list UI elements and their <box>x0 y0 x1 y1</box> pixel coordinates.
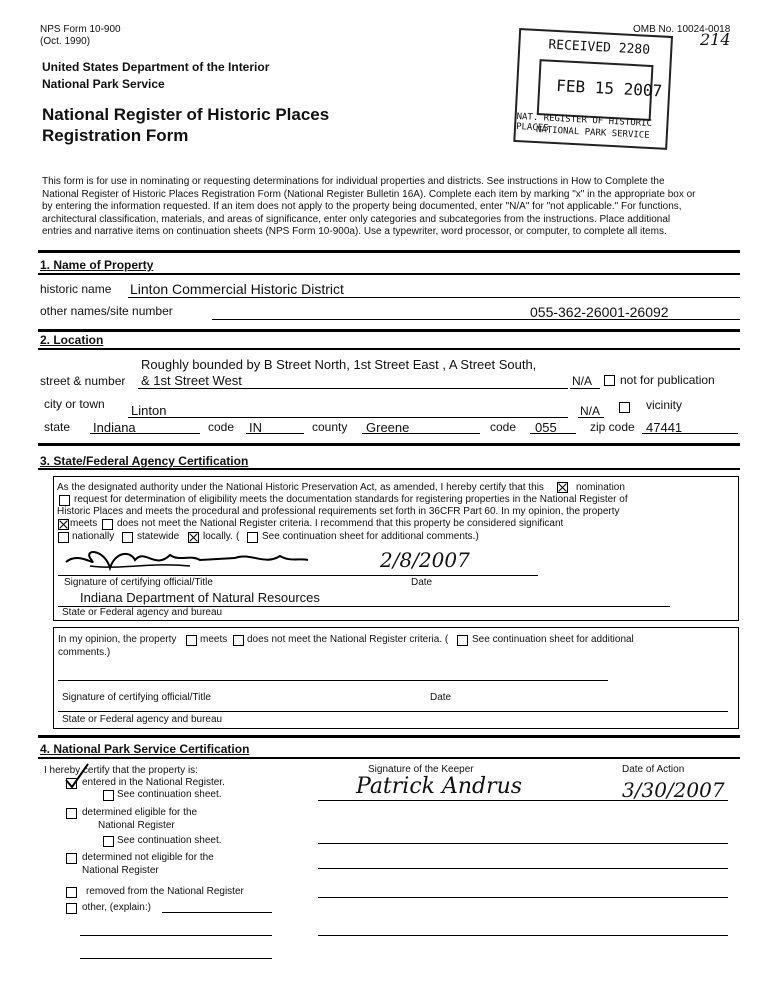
stamp-received: RECEIVED 2280 <box>548 37 651 58</box>
instructions: This form is for use in nominating or requesting determinations for individual properties and districts. See instructions in How to Complete the National Register of Historic Places Registration Form (National Register Bulletin 16A). Complete each item by marking "x" in the appropriate box or by entering the information requested. If an item does not apply to the property being documented, enter "N/A" for "not applicable." For functions, architectural classification, materials, and areas of significance, enter only categories and subcategories from the instructions. Place additional entries and narrative items on continuation sheets (NPS Form 10-900a). Use a typewriter, word processor, or computer, to complete all items. <box>42 176 696 237</box>
omb-number: OMB No. 10024-0018 <box>633 24 731 35</box>
form-number: NPS Form 10-900 <box>40 24 121 35</box>
eligible-label: determined eligible for the <box>82 807 198 818</box>
certifying-date: 2/8/2007 <box>380 548 470 572</box>
opinion-text: In my opinion, the property <box>58 634 177 645</box>
date-label: Date <box>411 577 433 588</box>
section-4-heading: 4. National Park Service Certification <box>40 742 250 756</box>
field-line <box>642 433 738 434</box>
field-line <box>162 912 272 913</box>
field-line <box>318 897 728 898</box>
field-line <box>58 575 538 576</box>
signature-2-label: Signature of certifying official/Title <box>62 692 211 703</box>
date-2-label: Date <box>430 692 452 703</box>
certifying-signature <box>60 540 320 580</box>
opinion-continuation-checkbox[interactable] <box>457 635 468 646</box>
received-stamp <box>513 28 675 156</box>
divider <box>38 443 740 446</box>
opinion-comments: comments.) <box>58 647 111 658</box>
divider <box>38 757 740 759</box>
form-title-1: National Register of Historic Places <box>42 105 330 124</box>
cert-para-2: request for determination of eligibility meets the documentation standards for registering properties in the National Register of <box>74 494 628 505</box>
field-line <box>90 433 200 434</box>
divider <box>38 348 740 350</box>
opinion-meets-label: meets <box>200 634 228 645</box>
form-date: (Oct. 1990) <box>40 36 91 47</box>
field-line <box>80 958 272 959</box>
state-value[interactable]: Indiana <box>93 420 136 435</box>
omb-handwritten: 214 <box>700 30 731 49</box>
county-code-value[interactable]: 055 <box>535 420 557 435</box>
na-street: N/A <box>572 374 593 388</box>
county-label: county <box>312 420 348 434</box>
section-3-heading: 3. State/Federal Agency Certification <box>40 454 249 468</box>
locally-label: locally. <box>203 531 233 542</box>
agency-label: State or Federal agency and bureau <box>62 607 223 618</box>
opinion-not-meet-checkbox[interactable] <box>233 635 244 646</box>
cert-para-3: Historic Places and meets the procedural and professional requirements set forth in 36CFR Part 60. In my opinion, the property <box>57 506 620 517</box>
street-value-2[interactable]: & 1st Street West <box>141 373 242 388</box>
street-value-1[interactable]: Roughly bounded by B Street North, 1st Street East , A Street South, <box>141 357 537 372</box>
removed-checkbox[interactable] <box>66 887 77 898</box>
not-for-publication-checkbox[interactable] <box>604 375 615 386</box>
entered-label: entered in the National Register. <box>82 777 225 788</box>
divider <box>38 468 740 470</box>
section-1-heading: 1. Name of Property <box>40 258 154 272</box>
form-title-2: Registration Form <box>42 126 189 145</box>
field-line <box>80 935 272 936</box>
keeper-label: Signature of the Keeper <box>368 764 474 775</box>
other-names-value[interactable]: 055-362-26001-26092 <box>530 304 669 320</box>
field-line <box>318 935 728 936</box>
field-line <box>128 297 740 298</box>
divider <box>38 273 740 275</box>
vicinity-label: vicinity <box>646 398 683 412</box>
see-continuation-1-checkbox[interactable] <box>103 790 114 801</box>
does-not-meet-checkbox[interactable] <box>102 519 113 530</box>
field-line <box>212 319 740 320</box>
field-line <box>530 433 576 434</box>
county-code-label: code <box>490 420 517 434</box>
field-line <box>138 388 568 389</box>
certify-text: I hereby certify that the property is: <box>44 765 198 776</box>
opinion-continuation-label: See continuation sheet for additional <box>472 634 634 645</box>
eligible-label-2: National Register <box>98 820 175 831</box>
eligible-checkbox[interactable] <box>66 808 77 819</box>
state-label: state <box>44 420 71 434</box>
not-eligible-checkbox[interactable] <box>66 853 77 864</box>
field-line <box>570 388 600 389</box>
opinion-not-meet-label: does not meet the National Register criteria. ( <box>247 634 449 645</box>
vicinity-checkbox[interactable] <box>619 402 630 413</box>
signature-label: Signature of certifying official/Title <box>64 577 213 588</box>
state-code-value[interactable]: IN <box>249 420 262 435</box>
keeper-signature: Patrick Andrus <box>356 774 523 799</box>
historic-name-label: historic name <box>40 282 112 296</box>
meets-checkbox[interactable] <box>58 519 69 530</box>
other-checkbox[interactable] <box>66 903 77 914</box>
field-line <box>128 417 568 418</box>
date-of-action-value: 3/30/2007 <box>622 778 725 802</box>
field-line <box>318 843 728 844</box>
field-line <box>362 433 480 434</box>
divider <box>38 329 740 332</box>
na-city: N/A <box>580 404 601 418</box>
city-value[interactable]: Linton <box>131 403 167 418</box>
city-label: city or town <box>44 397 105 411</box>
nationally-label: nationally <box>72 531 115 542</box>
zip-label: zip code <box>590 420 635 434</box>
stamp-line-2: NATIONAL PARK SERVICE <box>535 125 650 141</box>
state-code-label: code <box>208 420 235 434</box>
agency-value: Indiana Department of Natural Resources <box>80 590 320 605</box>
zip-value[interactable]: 47441 <box>646 420 683 435</box>
see-continuation-1-label: See continuation sheet. <box>117 789 222 800</box>
historic-name-value[interactable]: Linton Commercial Historic District <box>130 281 344 297</box>
not-eligible-label: determined not eligible for the <box>82 852 214 863</box>
county-value[interactable]: Greene <box>366 420 410 435</box>
continuation-label: See continuation sheet for additional comments.) <box>262 531 479 542</box>
divider <box>38 735 740 738</box>
request-checkbox[interactable] <box>59 495 70 506</box>
field-line <box>318 800 728 801</box>
meets-label: meets <box>70 518 98 529</box>
statewide-label: statewide <box>137 531 180 542</box>
field-line <box>58 680 608 681</box>
not-eligible-label-2: National Register <box>82 865 159 876</box>
cert-para-1: As the designated authority under the National Historic Preservation Act, as amended, I hereby certify that this <box>57 482 544 493</box>
date-of-action-label: Date of Action <box>622 764 685 775</box>
divider <box>38 250 740 253</box>
see-continuation-2-label: See continuation sheet. <box>117 835 222 846</box>
service: National Park Service <box>42 77 165 91</box>
see-continuation-2-checkbox[interactable] <box>103 836 114 847</box>
other-names-label: other names/site number <box>40 304 173 318</box>
other-label: other, (explain:) <box>82 902 151 913</box>
street-label: street & number <box>40 374 126 388</box>
does-not-meet-label: does not meet the National Register criteria. I recommend that this property be considered significant <box>117 518 564 529</box>
field-line <box>318 868 728 869</box>
nomination-label: nomination <box>576 482 625 493</box>
agency-2-label: State or Federal agency and bureau <box>62 714 223 725</box>
department: United States Department of the Interior <box>42 60 270 74</box>
nomination-checkbox[interactable] <box>557 482 568 493</box>
stamp-date: FEB 15 2007 <box>555 76 663 101</box>
field-line <box>246 433 304 434</box>
removed-label: removed from the National Register <box>86 886 244 897</box>
field-line <box>578 417 604 418</box>
paren: ( <box>236 531 240 542</box>
stamp-line-1: NAT. REGISTER OF HISTORIC PLACES <box>515 111 653 134</box>
opinion-meets-checkbox[interactable] <box>186 635 197 646</box>
not-for-publication-label: not for publication <box>620 373 715 387</box>
section-2-heading: 2. Location <box>40 333 104 347</box>
field-line <box>58 711 728 712</box>
